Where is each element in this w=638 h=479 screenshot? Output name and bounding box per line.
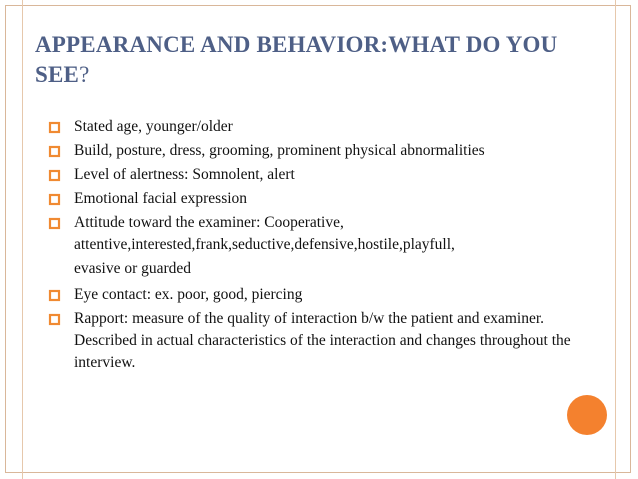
hollow-square-bullet-icon xyxy=(48,121,61,134)
bullet-text: Rapport: measure of the quality of interaction b/w the patient and examiner. Described in actual characteristics of the interaction and changes throughout the interview. xyxy=(74,310,571,371)
hollow-square-bullet-icon xyxy=(48,169,61,182)
slide-title xyxy=(35,30,605,90)
bullet-text: Attitude toward the examiner: Cooperative, attentive,interested,frank,seductive,defensive,hostile,playfull, xyxy=(74,214,455,253)
hollow-square-bullet-icon xyxy=(48,193,61,206)
list-item xyxy=(48,284,608,306)
bullet-text: Level of alertness: Somnolent, alert xyxy=(74,166,295,183)
title-text: APPEARANCE AND BEHAVIOR:WHAT DO YOU SEE xyxy=(35,32,558,87)
list-item xyxy=(48,164,608,186)
bullet-list xyxy=(48,116,608,376)
list-item xyxy=(48,308,608,374)
bullet-text: Stated age, younger/older xyxy=(74,118,233,135)
left-rule xyxy=(22,0,23,479)
bullet-text: Build, posture, dress, grooming, prominent physical abnormalities xyxy=(74,142,485,159)
title-question-mark: ? xyxy=(79,62,90,87)
bullet-text: Emotional facial expression xyxy=(74,190,248,207)
bullet-text: Eye contact: ex. poor, good, piercing xyxy=(74,286,303,303)
list-item xyxy=(48,116,608,138)
list-item xyxy=(48,140,608,162)
hollow-square-bullet-icon xyxy=(48,289,61,302)
hollow-square-bullet-icon xyxy=(48,217,61,230)
list-item xyxy=(48,188,608,210)
decorative-circle xyxy=(567,395,607,435)
continuation-text: evasive or guarded xyxy=(74,260,192,277)
hollow-square-bullet-icon xyxy=(48,313,61,326)
hollow-square-bullet-icon xyxy=(48,145,61,158)
right-rule xyxy=(615,0,616,479)
list-item xyxy=(48,212,608,256)
